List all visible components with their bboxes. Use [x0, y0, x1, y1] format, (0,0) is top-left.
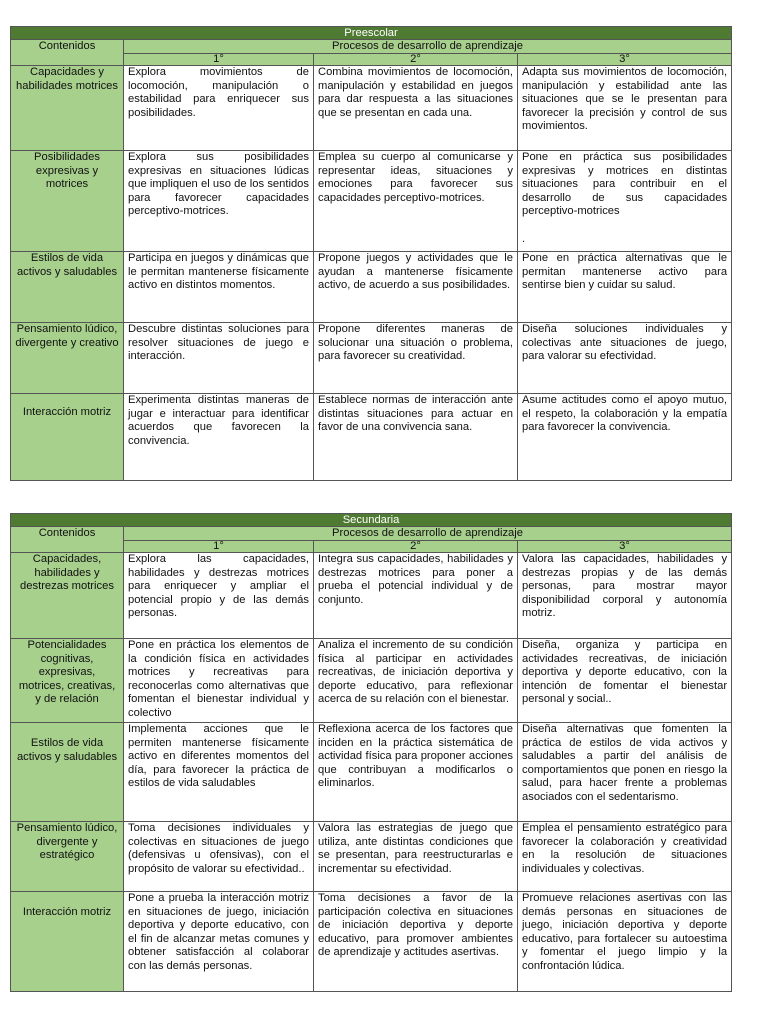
table-row [11, 151, 732, 252]
grade-3-cell: Diseña alternativas que fomenten la práctica de estilos de vida activos y saludables a partir del análisis de comportamientos que ponen en riesgo la salud, para hacer frente a problemas asociados con el sedentarismo. [518, 723, 732, 822]
grade-3-cell: Pone en práctica alternativas que le permitan mantenerse activo para sentirse bien y cuidar su salud. [518, 252, 732, 323]
grade-3-cell: Diseña soluciones individuales y colectivas ante situaciones de juego, para valorar su efectividad. [518, 323, 732, 394]
table-row [11, 822, 732, 892]
procesos-header: Procesos de desarrollo de aprendizaje [124, 527, 732, 541]
grade-header-3: 3° [518, 54, 732, 66]
grade-1-cell: Participa en juegos y dinámicas que le permitan mantenerse físicamente activo en distintos momentos. [124, 252, 314, 323]
preescolar-table [10, 26, 732, 481]
table-title: Secundaria [11, 514, 732, 527]
contenido-cell: Interacción motriz [11, 892, 124, 992]
trailing-mark: . [522, 232, 526, 245]
secundaria-table [10, 513, 732, 992]
table-row [11, 323, 732, 394]
contenido-cell: Capacidades y habilidades motrices [11, 66, 124, 151]
grade-2-cell: Establece normas de interacción ante distintas situaciones para actuar en favor de una convivencia sana. [314, 394, 518, 481]
grade-2-cell: Valora las estrategias de juego que utiliza, ante distintas condiciones que se presentan, para reestructurarlas e incrementar su efectividad. [314, 822, 518, 892]
grade-2-cell: Reflexiona acerca de los factores que inciden en la práctica sistemática de actividad física para proponer acciones que contribuyan a modificarlos o eliminarlos. [314, 723, 518, 822]
grade-header-1: 1° [124, 541, 314, 553]
grade-1-cell: Explora sus posibilidades expresivas en situaciones lúdicas que impliquen el uso de los sentidos para favorecer capacidades perceptivo-motrices. [124, 151, 314, 252]
contenido-cell: Pensamiento lúdico, divergente y estratégico [11, 822, 124, 892]
grade-2-cell: Integra sus capacidades, habilidades y destrezas motrices para poner a prueba el potencial individual y de conjunto. [314, 553, 518, 639]
contenido-cell: Interacción motriz [11, 394, 124, 481]
grade-1-cell: Implementa acciones que le permiten mantenerse físicamente activo en diferentes momentos del día, para favorecer la práctica de estilos de vida saludables [124, 723, 314, 822]
contenido-cell: Pensamiento lúdico, divergente y creativo [11, 323, 124, 394]
contenido-cell: Capacidades, habilidades y destrezas motrices [11, 553, 124, 639]
grade-header-2: 2° [314, 541, 518, 553]
grade-header-2: 2° [314, 54, 518, 66]
grade-2-cell: Analiza el incremento de su condición física al participar en actividades recreativas, de iniciación deportiva y deporte educativo, para reflexionar acerca de su relación con el bienestar. [314, 639, 518, 723]
contenido-cell: Posibilidades expresivas y motrices [11, 151, 124, 252]
contenidos-header: Contenidos [11, 527, 124, 553]
table-row [11, 892, 732, 992]
grade-2-cell: Combina movimientos de locomoción, manipulación y estabilidad en juegos para dar respuesta a las situaciones que se presentan en cada una. [314, 66, 518, 151]
grade-3-cell: Asume actitudes como el apoyo mutuo, el respeto, la colaboración y la empatía para favorecer la convivencia. [518, 394, 732, 481]
grade-3-cell: Adapta sus movimientos de locomoción, manipulación y estabilidad ante las situaciones que se le presentan para favorecer la precisión y control de sus movimientos. [518, 66, 732, 151]
grade-1-cell: Toma decisiones individuales y colectivas en situaciones de juego (defensivas u ofensivas), con el propósito de valorar su efectividad.. [124, 822, 314, 892]
contenido-cell: Estilos de vida activos y saludables [11, 723, 124, 822]
contenidos-header: Contenidos [11, 40, 124, 66]
grade-3-cell: Diseña, organiza y participa en actividades recreativas, de iniciación deportiva y deporte educativo, con la intención de fomentar el bienestar personal y social.. [518, 639, 732, 723]
grade-1-cell: Pone en práctica los elementos de la condición física en actividades motrices y recreativas para reconocerlas como alternativas que fomentan el bienestar individual y colectivo [124, 639, 314, 723]
grade-2-cell: Toma decisiones a favor de la participación colectiva en situaciones de iniciación deportiva y deporte educativo, para promover ambientes de aprendizaje y actitudes asertivas. [314, 892, 518, 992]
grade-header-1: 1° [124, 54, 314, 66]
grade-1-cell: Pone a prueba la interacción motriz en situaciones de juego, iniciación deportiva y deporte educativo, con el fin de alcanzar metas comunes y obtener satisfacción al colaborar con las demás personas. [124, 892, 314, 992]
grade-3-cell: Promueve relaciones asertivas con las demás personas en situaciones de juego, iniciación deportiva y deporte educativo, para fortalecer su autoestima y fomentar el juego limpio y la confrontación lúdica. [518, 892, 732, 992]
grade-1-cell: Experimenta distintas maneras de jugar e interactuar para identificar acuerdos que favorecen la convivencia. [124, 394, 314, 481]
grade-2-cell: Propone diferentes maneras de solucionar una situación o problema, para favorecer su creatividad. [314, 323, 518, 394]
table-row [11, 553, 732, 639]
grade-3-cell: Emplea el pensamiento estratégico para favorecer la colaboración y creatividad en la resolución de situaciones individuales y colectivas. [518, 822, 732, 892]
table-row [11, 639, 732, 723]
grade-1-cell: Explora las capacidades, habilidades y destrezas motrices para enriquecer y ampliar el potencial propio y de las demás personas. [124, 553, 314, 639]
table-row [11, 66, 732, 151]
grade-1-cell: Explora movimientos de locomoción, manipulación o estabilidad para enriquecer sus posibilidades. [124, 66, 314, 151]
grade-3-cell: Valora las capacidades, habilidades y destrezas propias y de las demás personas, para mostrar mayor disponibilidad corporal y autonomía motriz. [518, 553, 732, 639]
grade-1-cell: Descubre distintas soluciones para resolver situaciones de juego e interacción. [124, 323, 314, 394]
procesos-header: Procesos de desarrollo de aprendizaje [124, 40, 732, 54]
contenido-cell: Estilos de vida activos y saludables [11, 252, 124, 323]
cell-text: Pone en práctica sus posibilidades expresivas y motrices en distintas situaciones para contribuir en el desarrollo de sus capacidades perceptivo-motrices [522, 151, 728, 218]
grade-header-3: 3° [518, 541, 732, 553]
table-row [11, 394, 732, 481]
table-title: Preescolar [11, 27, 732, 40]
grade-2-cell: Emplea su cuerpo al comunicarse y representar ideas, situaciones y emociones para favorecer sus capacidades perceptivo-motrices. [314, 151, 518, 252]
grade-3-cell [518, 151, 732, 252]
table-row [11, 723, 732, 822]
contenido-cell: Potencialidades cognitivas, expresivas, motrices, creativas, y de relación [11, 639, 124, 723]
grade-2-cell: Propone juegos y actividades que le ayudan a mantenerse físicamente activo, de acuerdo a sus posibilidades. [314, 252, 518, 323]
table-row [11, 252, 732, 323]
